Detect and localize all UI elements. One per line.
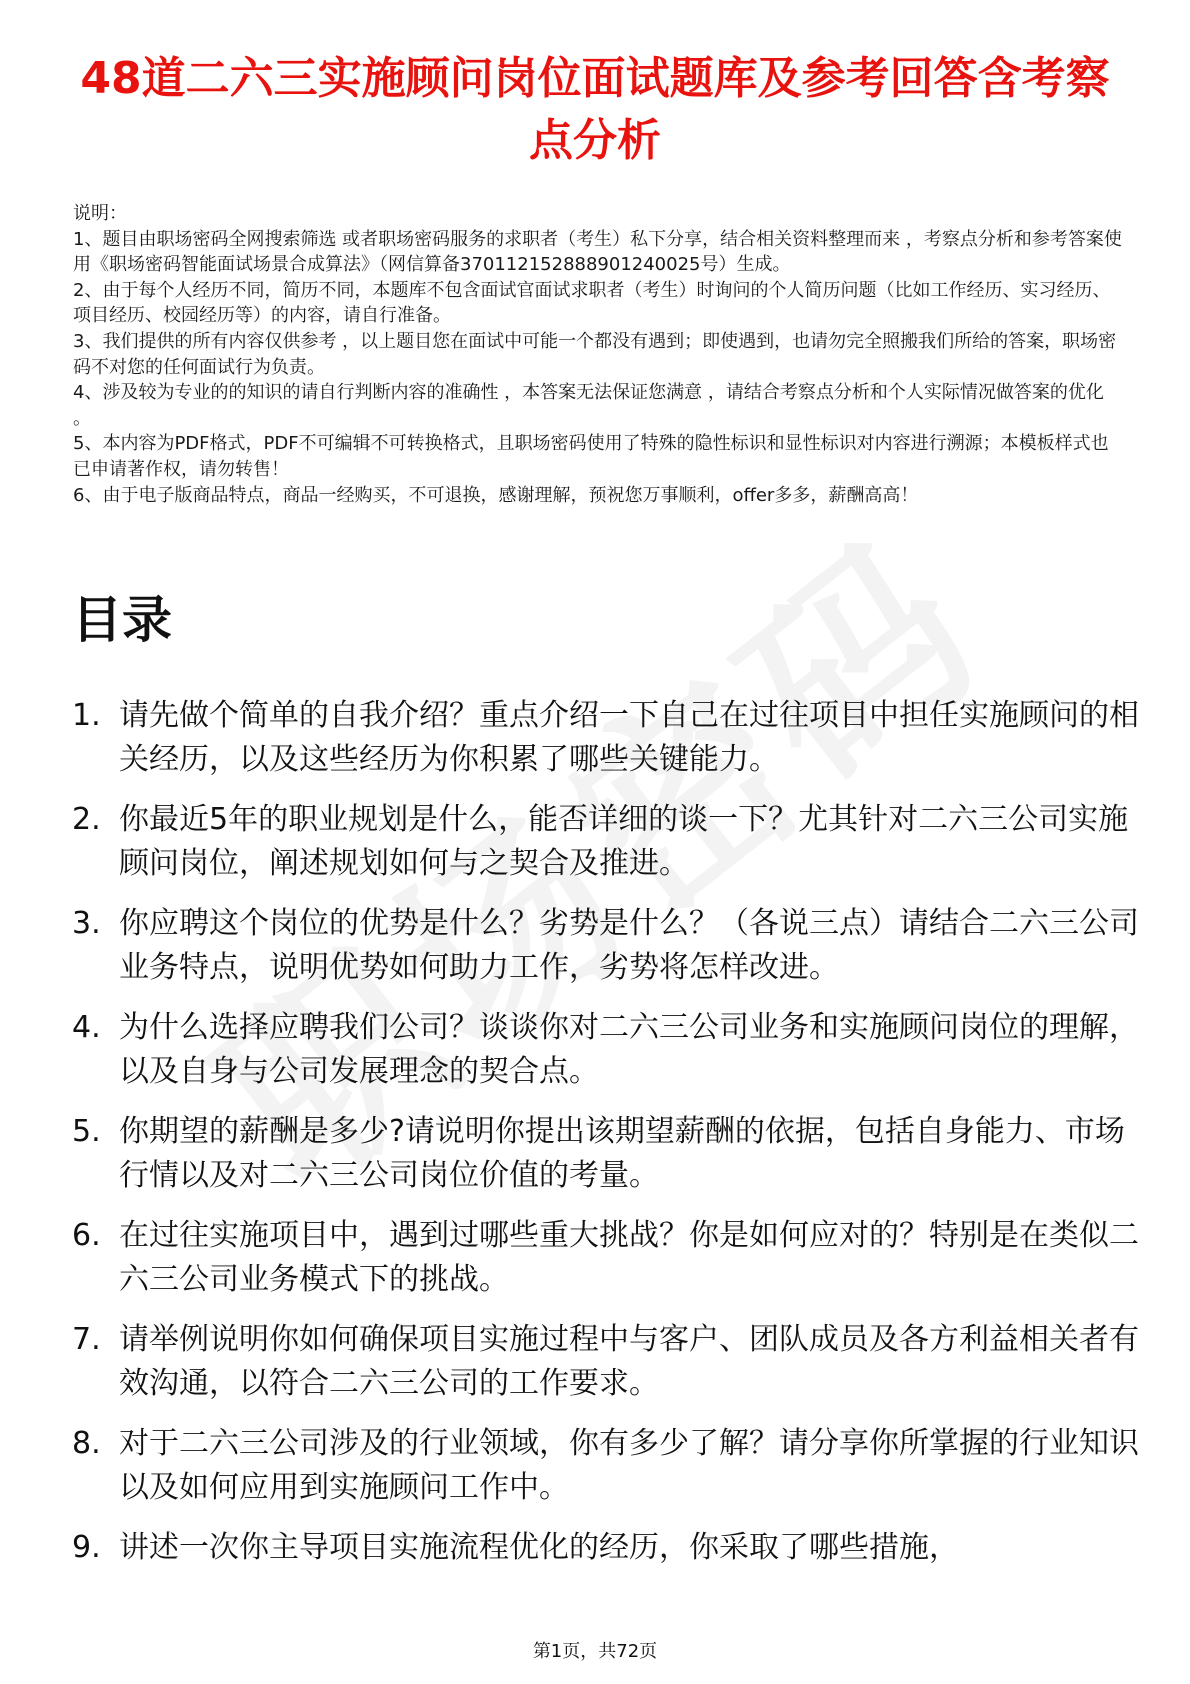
toc-item-number: 2. — [72, 802, 101, 837]
toc-item-number: 1. — [72, 698, 101, 733]
note-item: 1、题目由职场密码全网搜索筛选 或者职场密码服务的求职者（考生）私下分享，结合相关资料整理而来 ，考察点分析和参考答案使用《职场密码智能面试场景合成算法》（网信算备370112152888901240025号）生成。 — [73, 228, 1122, 276]
toc-item-number: 9. — [72, 1530, 101, 1565]
toc-heading: 目录 — [72, 591, 172, 649]
note-item: 3、我们提供的所有内容仅供参考 ，以上题目您在面试中可能一个都没有遇到；即使遇到，也请勿完全照搬我们所给的答案，职场密码不对您的任何面试行为负责。 — [73, 330, 1117, 378]
toc-item[interactable] — [72, 694, 1142, 782]
toc-item-text: 讲述一次你主导项目实施流程优化的经历，你采取了哪些措施， — [119, 1530, 959, 1565]
toc-item-text: 为什么选择应聘我们公司？谈谈你对二六三公司业务和实施顾问岗位的理解，以及自身与公司发展理念的契合点。 — [119, 1010, 1139, 1089]
toc-item[interactable] — [72, 1110, 1142, 1198]
note-item: 4、涉及较为专业的的知识的请自行判断内容的准确性 ，本答案无法保证您满意 ，请结合考察点分析和个人实际情况做答案的优化 。 — [73, 382, 1104, 429]
note-item: 5、本内容为PDF格式，PDF不可编辑不可转换格式，且职场密码使用了特殊的隐性标识和显性标识对内容进行溯源；本模板样式也已申请著作权，请勿转售！ — [73, 433, 1109, 480]
toc-item[interactable] — [72, 798, 1142, 886]
toc-list — [72, 694, 1142, 1586]
toc-item[interactable] — [72, 1214, 1142, 1302]
toc-item[interactable] — [72, 902, 1142, 990]
toc-item-text: 请举例说明你如何确保项目实施过程中与客户、团队成员及各方利益相关者有效沟通，以符合二六三公司的工作要求。 — [119, 1322, 1139, 1401]
toc-item-number: 6. — [72, 1218, 101, 1253]
toc-item-text: 对于二六三公司涉及的行业领域，你有多少了解？请分享你所掌握的行业知识以及如何应用到实施顾问工作中。 — [119, 1426, 1139, 1505]
note-item: 6、由于电子版商品特点，商品一经购买，不可退换，感谢理解，预祝您万事顺利，offer多多，薪酬高高！ — [73, 484, 919, 506]
toc-item-number: 8. — [72, 1426, 101, 1461]
toc-item-text: 在过往实施项目中，遇到过哪些重大挑战？你是如何应对的？特别是在类似二六三公司业务模式下的挑战。 — [119, 1218, 1139, 1297]
toc-item[interactable] — [72, 1006, 1142, 1094]
page-number: 第1页，共72页 — [532, 1641, 658, 1662]
toc-item[interactable] — [72, 1526, 1142, 1570]
toc-item-number: 7. — [72, 1322, 101, 1357]
toc-item[interactable] — [72, 1318, 1142, 1406]
document-title: 48道二六三实施顾问岗位面试题库及参考回答含考察点分析 — [80, 53, 1110, 166]
toc-item[interactable] — [72, 1422, 1142, 1510]
notes-heading: 说明： — [73, 203, 127, 224]
toc-item-number: 4. — [72, 1010, 101, 1045]
toc-item-number: 3. — [72, 906, 101, 941]
toc-item-text: 你期望的薪酬是多少?请说明你提出该期望薪酬的依据，包括自身能力、市场行情以及对二六三公司岗位价值的考量。 — [119, 1114, 1125, 1193]
note-item: 2、由于每个人经历不同，简历不同，本题库不包含面试官面试求职者（考生）时询问的个人简历问题（比如工作经历、实习经历、项目经历、校园经历等）的内容，请自行准备。 — [73, 279, 1111, 327]
toc-item-text: 你应聘这个岗位的优势是什么？劣势是什么？（各说三点）请结合二六三公司业务特点，说明优势如何助力工作，劣势将怎样改进。 — [119, 906, 1139, 985]
notes-section — [73, 201, 1123, 508]
toc-item-text: 你最近5年的职业规划是什么，能否详细的谈一下？尤其针对二六三公司实施顾问岗位，阐述规划如何与之契合及推进。 — [119, 802, 1129, 881]
toc-item-text: 请先做个简单的自我介绍？重点介绍一下自己在过往项目中担任实施顾问的相关经历，以及这些经历为你积累了哪些关键能力。 — [119, 698, 1139, 777]
toc-item-number: 5. — [72, 1114, 101, 1149]
